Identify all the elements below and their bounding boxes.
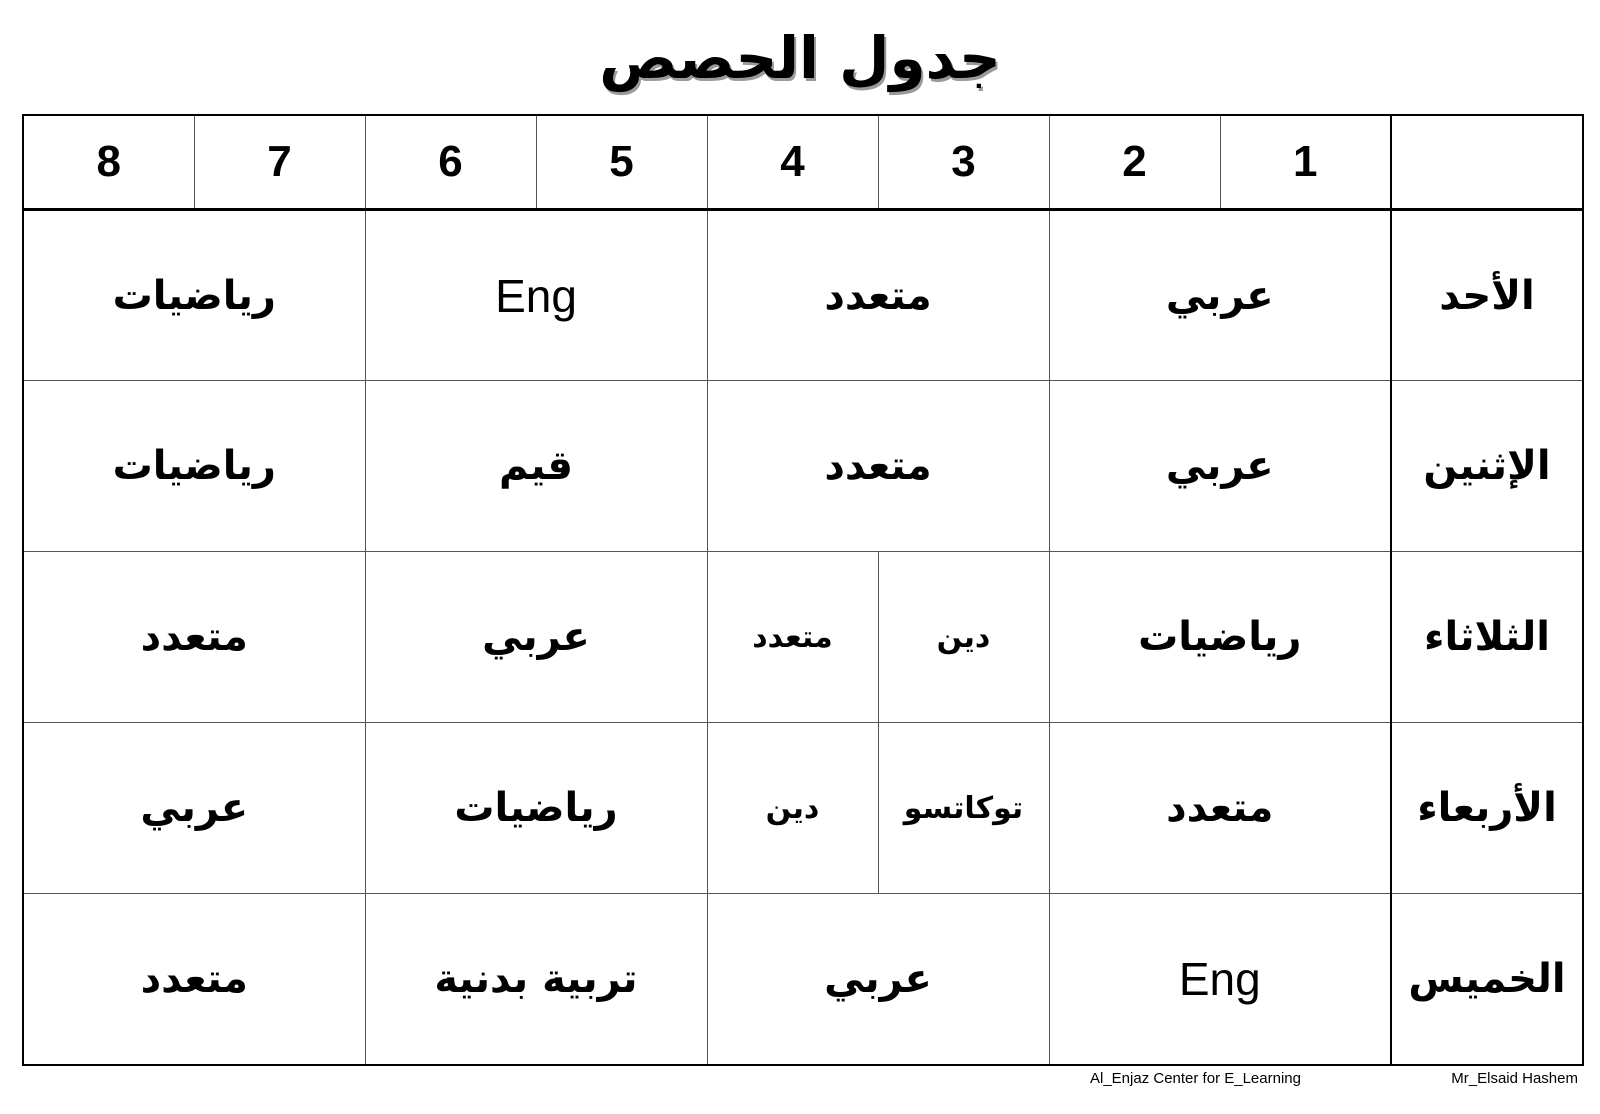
footer-center-name: Al_Enjaz Center for E_Learning [1090, 1070, 1301, 1087]
subject-cell: دين [878, 552, 1049, 723]
subject-cell: عربي [365, 552, 707, 723]
day-label-tuesday: الثلاثاء [1391, 552, 1583, 723]
subject-cell: متعدد [707, 381, 1049, 552]
subject-cell: متعدد [707, 210, 1049, 381]
schedule-row-tuesday [23, 552, 1583, 723]
subject-cell: عربي [1049, 210, 1391, 381]
page-title: جدول الحصص [599, 24, 1001, 92]
day-label-monday: الإثنين [1391, 381, 1583, 552]
day-label-thursday: الخميس [1391, 894, 1583, 1065]
period-header-row [23, 115, 1583, 210]
period-header-5: 5 [536, 115, 707, 210]
schedule-row-sunday [23, 210, 1583, 381]
subject-cell: متعدد [707, 552, 878, 723]
footer-author: Mr_Elsaid Hashem [1451, 1070, 1578, 1087]
period-header-3: 3 [878, 115, 1049, 210]
subject-cell: عربي [1049, 381, 1391, 552]
subject-cell: عربي [23, 723, 365, 894]
subject-cell: رياضيات [1049, 552, 1391, 723]
subject-cell: Eng [365, 210, 707, 381]
day-label-wednesday: الأربعاء [1391, 723, 1583, 894]
period-header-2: 2 [1049, 115, 1220, 210]
subject-cell: متعدد [1049, 723, 1391, 894]
corner-cell [1391, 115, 1583, 210]
period-header-4: 4 [707, 115, 878, 210]
subject-cell: قيم [365, 381, 707, 552]
subject-cell: رياضيات [23, 210, 365, 381]
subject-cell: Eng [1049, 894, 1391, 1065]
period-header-6: 6 [365, 115, 536, 210]
subject-cell: توكاتسو [878, 723, 1049, 894]
period-header-8: 8 [23, 115, 194, 210]
subject-cell: رياضيات [23, 381, 365, 552]
subject-cell: متعدد [23, 552, 365, 723]
schedule-table [22, 114, 1584, 1066]
subject-cell: دين [707, 723, 878, 894]
subject-cell: متعدد [23, 894, 365, 1065]
day-label-sunday: الأحد [1391, 210, 1583, 381]
subject-cell: رياضيات [365, 723, 707, 894]
schedule-row-monday [23, 381, 1583, 552]
subject-cell: تربية بدنية [365, 894, 707, 1065]
schedule-row-thursday [23, 894, 1583, 1065]
schedule-row-wednesday [23, 723, 1583, 894]
period-header-1: 1 [1220, 115, 1391, 210]
period-header-7: 7 [194, 115, 365, 210]
subject-cell: عربي [707, 894, 1049, 1065]
